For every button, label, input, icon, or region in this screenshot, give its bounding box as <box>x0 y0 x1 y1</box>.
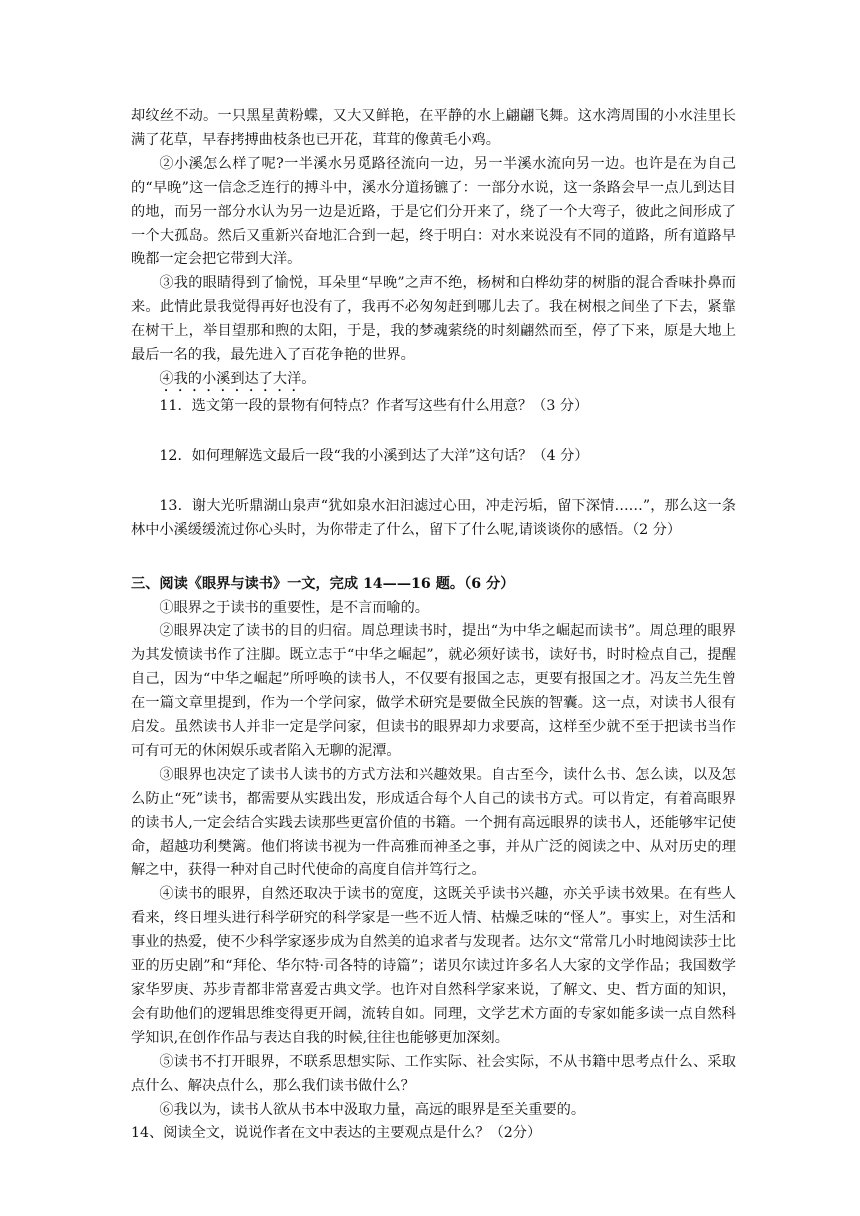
answer-space-12 <box>131 469 736 495</box>
passage-paragraph-1: 却纹丝不动。一只黑星黄粉蝶，又大又鲜艳，在平静的水上翩翩飞舞。这水湾周围的小水洼里长满了花草，早春拷搏曲枝条也已开花，茸茸的像黄毛小鸡。 <box>131 108 736 148</box>
passage-paragraph-2: ②小溪怎么样了呢?一半溪水另觅路径流向一边，另一半溪水流向另一边。也许是在为自己的“早晚”这一信念乏连行的搏斗中，溪水分道扬镳了：一部分水说，这一条路会早一点儿到达目的地，而另一部分水认为另一边是近路，于是它们分开来了，绕了一个大弯子，彼此之间形成了一个大孤岛。然后又重新兴奋地汇合到一起，终于明白：对水来说没有不同的道路，所有道路早晚都一定会把它带到大洋。 <box>131 155 736 268</box>
essay-paragraph-2: ②眼界决定了读书的目的归宿。周总理读书时，提出“为中华之崛起而读书”。周总理的眼界为其发愤读书作了注脚。既立志于“中华之崛起”，就必须好读书，读好书，时时检点自己，提醒自己，因为“中华之崛起”所呼唤的读书人，不仅要有报国之志，更要有报国之才。冯友兰先生曾在一篇文章里提到，作为一个学问家，做学术研究是要做全民族的智囊。这一点，对读书人很有启发。虽然读书人并非一定是学问家，但读书的眼界却力求要高，这样至少就不至于把读书当作可有可无的休闲娱乐或者陷入无聊的泥潭。 <box>131 623 736 759</box>
answer-space-11 <box>131 419 736 445</box>
passage-paragraph-4: ④我的小溪到达了大洋。 <box>159 370 316 387</box>
answer-space-13 <box>131 543 736 573</box>
exam-page <box>131 105 736 1146</box>
essay-paragraph-4: ④读书的眼界，自然还取决于读书的宽度，这既关乎读书兴趣，亦关乎读书效果。在有些人看来，终日埋头进行科学研究的科学家是一些不近人情、枯燥乏味的“怪人”。事实上，对生活和事业的热爱，使不少科学家逐步成为自然美的追求者与发现者。达尔文“常常几小时地阅读莎士比亚的历史剧”和“拜伦、华尔特·司各特的诗篇”；诺贝尔读过许多名人大家的文学作品；我国数学家华罗庚、苏步青都非常喜爱古典文学。也许对自然科学家来说，了解文、史、哲方面的知识，会有助他们的逻辑思维变得更开阔，流转自如。同理，文学艺术方面的专家如能多读一点自然科学知识,在创作作品与表达自我的时候,往往也能够更加深刻。 <box>131 886 736 1046</box>
essay-paragraph-5: ⑤读书不打开眼界，不联系思想实际、工作实际、社会实际，不从书籍中思考点什么、采取点什么、解决点什么，那么我们读书做什么？ <box>131 1053 736 1094</box>
question-12: 12．如何理解选文最后一段“我的小溪到达了大洋”这句话？（4 分） <box>159 447 589 464</box>
essay-paragraph-3: ③眼界也决定了读书人读书的方式方法和兴趣效果。自古至今，读什么书、怎么读，以及怎么防止“死”读书，都需要从实践出发，形成适合每个人自己的读书方式。可以肯定，有着高眼界的读书人,一定会结合实践去读那些更富价值的书籍。一个拥有高远眼界的读书人，还能够牢记使命，超越功利樊篱。他们将读书视为一件高雅而神圣之事，并从广泛的阅读之中、从对历史的理解之中，获得一种对自己时代使命的高度自信并笃行之。 <box>131 766 736 879</box>
question-13: 13．谢大光听鼎湖山泉声“犹如泉水汩汩滤过心田，冲走污垢，留下深情……”，那么这一条林中小溪缓缓流过你心头时，为你带走了什么，留下了什么呢,请谈谈你的感悟。（2 分） <box>131 497 736 538</box>
passage-paragraph-3: ③我的眼睛得到了愉悦，耳朵里“早晚”之声不绝，杨树和白桦幼芽的树脂的混合香味扑鼻而来。此情此景我觉得再好也没有了，我再不必匆匆赶到哪儿去了。我在树根之间坐了下去，紧靠在树干上，举目望那和煦的太阳，于是，我的梦魂萦绕的时刻翩然而至，停了下来，原是大地上最后一名的我，最先进入了百花争艳的世界。 <box>131 275 736 364</box>
essay-paragraph-6: ⑥我以为，读书人欲从书本中汲取力量，高远的眼界是至关重要的。 <box>159 1101 586 1118</box>
question-14: 14、阅读全文，说说作者在文中表达的主要观点是什么？（2分） <box>131 1125 542 1142</box>
question-11: 11．选文第一段的景物有何特点？作者写这些有什么用意？（3 分） <box>159 397 589 414</box>
essay-paragraph-1: ①眼界之于读书的重要性，是不言而喻的。 <box>159 599 429 616</box>
section-3-heading: 三、阅读《眼界与读书》一文，完成 14——16 题。（6 分） <box>131 575 515 592</box>
